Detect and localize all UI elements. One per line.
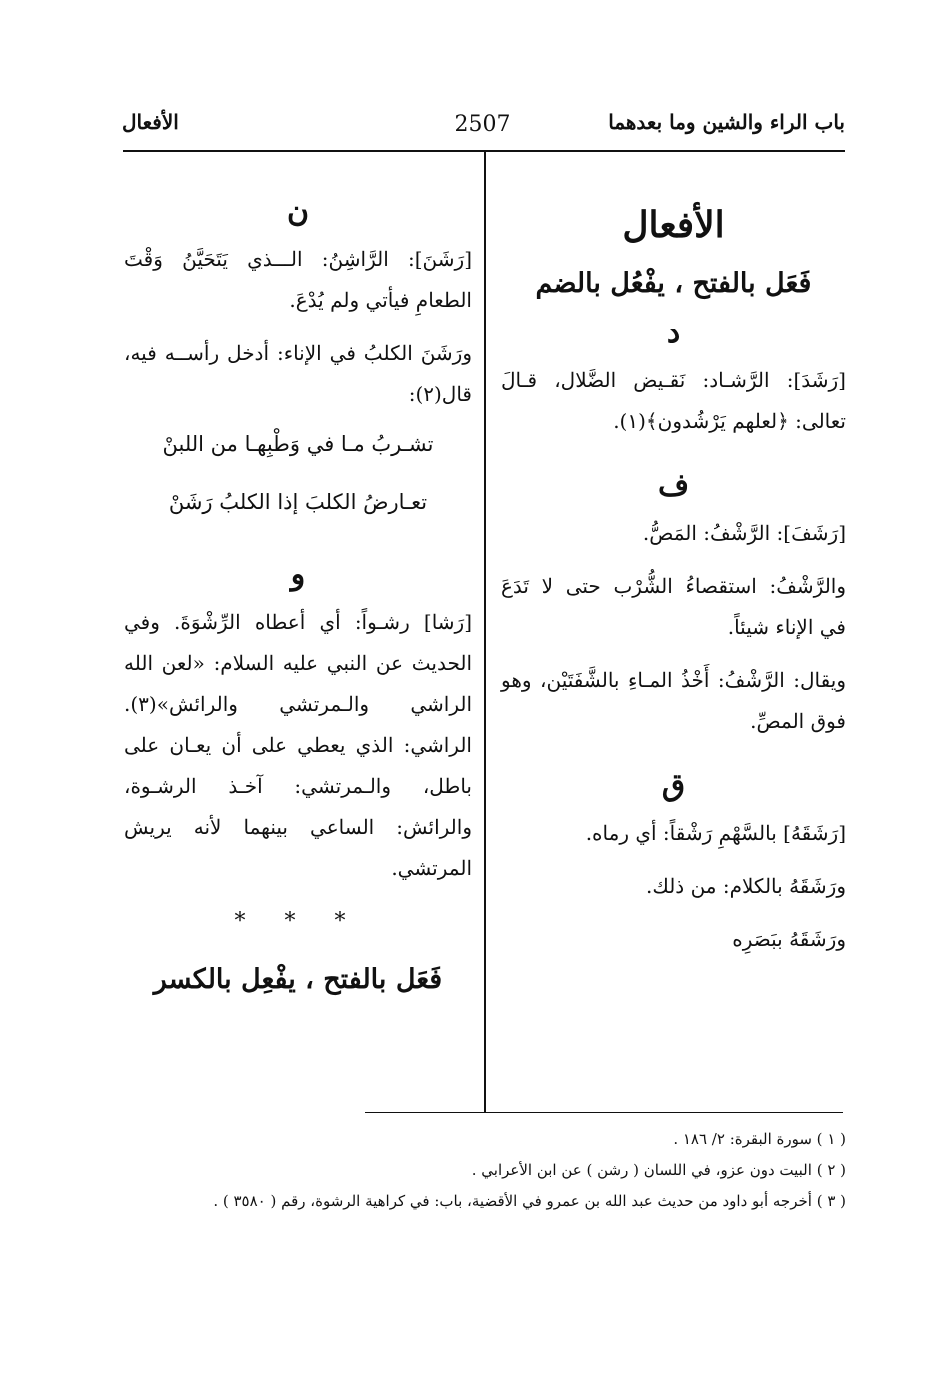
letter-heading-fa: ف — [657, 468, 690, 503]
letter-heading-dal: د — [666, 315, 681, 350]
entry-rashf-alt: ويقال: الرَّشْفُ: أَخْذُ المـاءِ بالشَّفَتَيْن، وهو فوق المصِّ. — [501, 668, 846, 733]
column-divider — [484, 152, 486, 1112]
entry-rashada: [رَشَدَ]: الرَّشـاد: نَقـيض الضَّلال، قـالَ تعالى: ﴿لعلهم يَرْشُدون﴾(١). — [501, 368, 846, 433]
entry-rashana: [رَشَنَ]: الرَّاشِنُ: الـــذي يَتَحَيَّنُ وَقْتَ الطعامِ فيأتي ولم يُدْعَ. — [124, 247, 472, 312]
letter-heading-waw: و — [290, 557, 306, 592]
chapter-title: باب الراء والشين وما بعدهما — [608, 110, 845, 134]
letter-heading-nun: ن — [286, 194, 310, 229]
footnotes — [126, 1124, 846, 1217]
verse-line-2: تعـارضُ الكلبَ إذا الكلبُ رَشَنْ — [168, 490, 428, 514]
footnote-rule — [365, 1112, 843, 1113]
right-column — [501, 160, 846, 960]
section-title: الأفعال — [122, 110, 179, 134]
footnote-1: ( ١ ) سورة البقرة: ٢/ ١٨٦ . — [673, 1130, 846, 1148]
entry-rashf-def: والرَّشْفُ: استقصاءُ الشُّرْب حتى لا تَدَعَ في الإناء شيئاً. — [501, 574, 846, 639]
closing-heading: فَعَل بالفتح ، يفْعِل بالكسر — [153, 964, 443, 995]
column-subtitle: فَعَل بالفتح ، يفْعُل بالضم — [535, 268, 812, 299]
entry-rasha: [رَشا] رشـواً: أي أعطاه الرِّشْوَةَ. وفي الحديث عن النبي عليه السلام: «لعن الله الراشي والـمرتشي والرائش»(٣). الراشي: الذي يعطي على أن يعـان على باطل، والـمرتشي: آخـذ الرشـوة، والرائش: الساعي بينهما لأنه يريش المرتشي. — [124, 610, 472, 880]
verse-line-1: تشـربُ مـا في وَطْبِهـا من اللبنْ — [162, 432, 434, 456]
footnote-3: ( ٣ ) أخرجه أبو داود من حديث عبد الله بن عمرو في الأقضية، باب: في كراهية الرشوة، رقم ( ٣٥٨٠ ) . — [213, 1192, 846, 1210]
letter-heading-qaf: ق — [661, 768, 686, 803]
section-separator-stars: * * * — [234, 909, 362, 934]
page-header — [120, 104, 845, 150]
left-column — [124, 160, 472, 1009]
entry-rashafa: [رَشَفَ]: الرَّشْفُ: المَصُّ. — [642, 521, 846, 545]
entry-rashaqa-basar: ورَشَقَهُ ببَصَرِه — [732, 927, 846, 951]
footnote-2: ( ٢ ) البيت دون عزو، في اللسان ( رشن ) عن ابن الأعرابي . — [471, 1161, 846, 1179]
column-title: الأفعال — [622, 204, 725, 246]
entry-rashaqa: [رَشَقَهُ] بالسَّهْمِ رَشْقاً: أي رماه. — [585, 821, 846, 845]
entry-rashaqa-kalam: ورَشَقَهُ بالكلام: من ذلك. — [646, 874, 846, 898]
page-number: 2507 — [454, 112, 511, 137]
entry-rashana-kalb: ورَشَنَ الكلبُ في الإناء: أدخل رأســه فيه، قال(٢): — [124, 341, 472, 406]
